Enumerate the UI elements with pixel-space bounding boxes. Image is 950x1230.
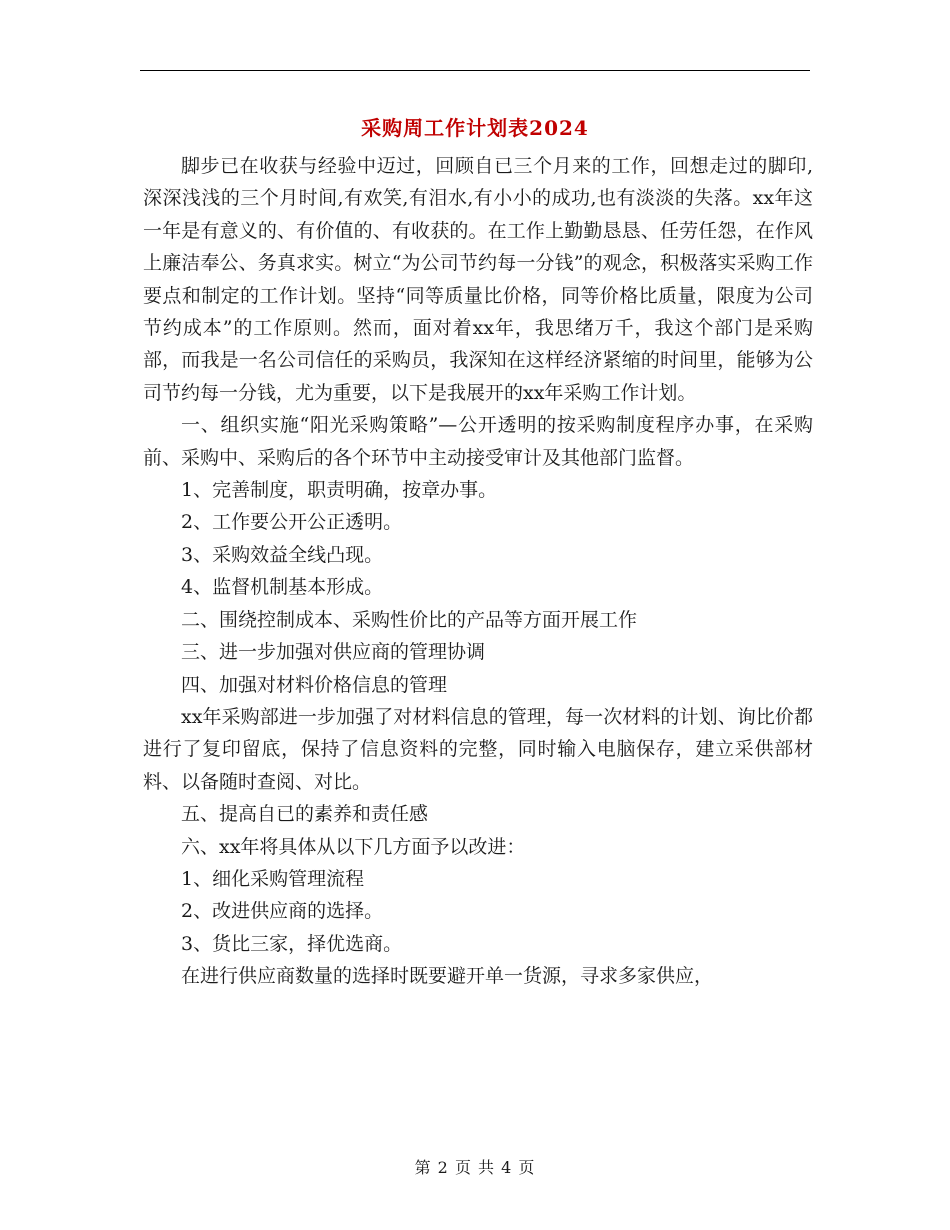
- document-body: [143, 150, 813, 993]
- section-heading: 二、围绕控制成本、采购性价比的产品等方面开展工作: [181, 608, 638, 631]
- list-item: 1、完善制度，职责明确，按章办事。: [181, 479, 498, 502]
- list-item: 3、采购效益全线凸现。: [181, 543, 384, 566]
- section-heading: 六、xx年将具体从以下几方面予以改进：: [181, 835, 526, 858]
- paragraph: 脚步已在收获与经验中迈过，回顾自已三个月来的工作，回想走过的脚印,深深浅浅的三个月时间,有欢笑,有泪水,有小小的成功,也有淡淡的失落。xx年这一年是有意义的、有价值的、有收获的。在工作上勤勤恳恳、任劳任怨，在作风上廉洁奉公、务真求实。树立“为公司节约每一分钱”的观念，积极落实采购工作要点和制定的工作计划。坚持“同等质量比价格，同等价格比质量，限度为公司节约成本”的工作原则。然而，面对着xx年，我思绪万千，我这个部门是采购部，而我是一名公司信任的采购员，我深知在这样经济紧缩的时间里，能够为公司节约每一分钱，尤为重要，以下是我展开的xx年采购工作计划。: [143, 155, 813, 404]
- header-rule: [140, 70, 810, 71]
- section-heading: 四、加强对材料价格信息的管理: [181, 673, 448, 696]
- list-item: 2、改进供应商的选择。: [181, 900, 384, 923]
- list-item: 4、监督机制基本形成。: [181, 576, 384, 599]
- section-heading: 五、提高自已的素养和责任感: [181, 803, 429, 826]
- section-heading: 三、进一步加强对供应商的管理协调: [181, 641, 486, 664]
- list-item: 2、工作要公开公正透明。: [181, 511, 403, 534]
- document-title: 采购周工作计划表2024: [361, 116, 589, 140]
- paragraph: xx年采购部进一步加强了对材料信息的管理，每一次材料的计划、询比价都进行了复印留底，保持了信息资料的完整，同时输入电脑保存，建立采供部材料、以备随时查阅、对比。: [143, 705, 813, 793]
- list-item: 3、货比三家，择优选商。: [181, 932, 403, 955]
- list-item: 1、细化采购管理流程: [181, 867, 365, 890]
- page-footer: 第 2 页 共 4 页: [414, 1158, 536, 1177]
- paragraph: 在进行供应商数量的选择时既要避开单一货源，寻求多家供应，: [181, 965, 714, 988]
- paragraph: 一、组织实施“阳光采购策略”—公开透明的按采购制度程序办事，在采购前、采购中、采购后的各个环节中主动接受审计及其他部门监督。: [143, 414, 813, 469]
